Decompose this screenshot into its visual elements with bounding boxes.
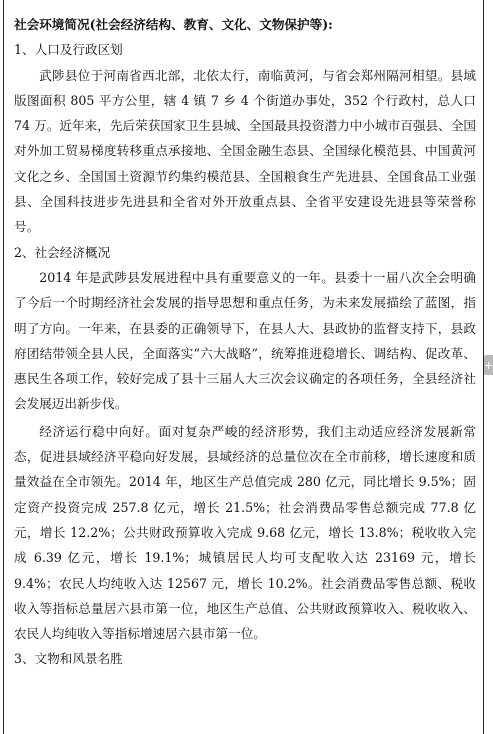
paragraph-economy-performance: 经济运行稳中向好。面对复杂严峻的经济形势，我们主动适应经济发展新常态，促进县域经济平稳向好发展，县域经济的总量位次在全市前移，增长速度和质量效益在全市领先。2014 年，地区生产总值完成 280 亿元，同比增长 9.5%；固定资产投资完成 257.8 亿元，增长 21.5%；社会消费品零售总额完成 77.8 亿元，增长 12.2%；公共财政预算收入完成 9.68 亿元，增长 13.8%；税收收入完成 6.39 亿元，增长 19.1%；城镇居民人均可支配收入达 23169 元，增长 9.4%；农民人均纯收入达 12567 元，增长 10.2%。社会消费品零售总额、税收收入等指标总量居六县市第一位，地区生产总值、公共财政预算收入、税收收入、农民人均纯收入等指标增速居六县市第一位。 — [14, 423, 476, 642]
section-title-economy: 2、社会经济概况 — [14, 244, 111, 260]
paragraph-population: 武陟县位于河南省西北部，北依太行，南临黄河，与省会郑州隔河相望。县域版图面积 805 平方公里，辖 4 镇 7 乡 4 个街道办事处，352 个行政村，总人口 74 万。近年来，先后荣获国家卫生县城、全国最具投资潜力中小城市百强县、全国对外加工贸易梯度转移重点承接地、全国金融生态县、全国绿化模范县、中国黄河文化之乡、全国国土资源节约集约模范县、全国粮食生产先进县、全国食品工业强县、全国科技进步先进县和全省对外开放重点县、全省平安建设先进县等荣誉称号。 — [14, 67, 476, 235]
section-heading: 社会环境简况(社会经济结构、教育、文化、文物保护等): — [14, 17, 333, 32]
expand-side-tab[interactable] — [484, 355, 493, 375]
plus-icon — [485, 362, 492, 369]
section-title-heritage: 3、文物和风景名胜 — [14, 651, 123, 667]
paragraph-economy-overview: 2014 年是武陟县发展进程中具有重要意义的一年。县委十一届八次全会明确了今后一个时期经济社会发展的指导思想和重点任务，为未来发展描绘了蓝图，指明了方向。一年来，在县委的正确领导下，在县人大、县政协的监督支持下，县政府团结带领全县人民，全面落实“六大战略”，统筹推进稳增长、调结构、促改革、惠民生各项工作，较好完成了县十三届人大三次会议确定的各项任务，全县经济社会发展迈出新步伐。 — [14, 269, 476, 412]
section-title-population: 1、人口及行政区划 — [14, 42, 123, 58]
document-body — [14, 12, 476, 672]
